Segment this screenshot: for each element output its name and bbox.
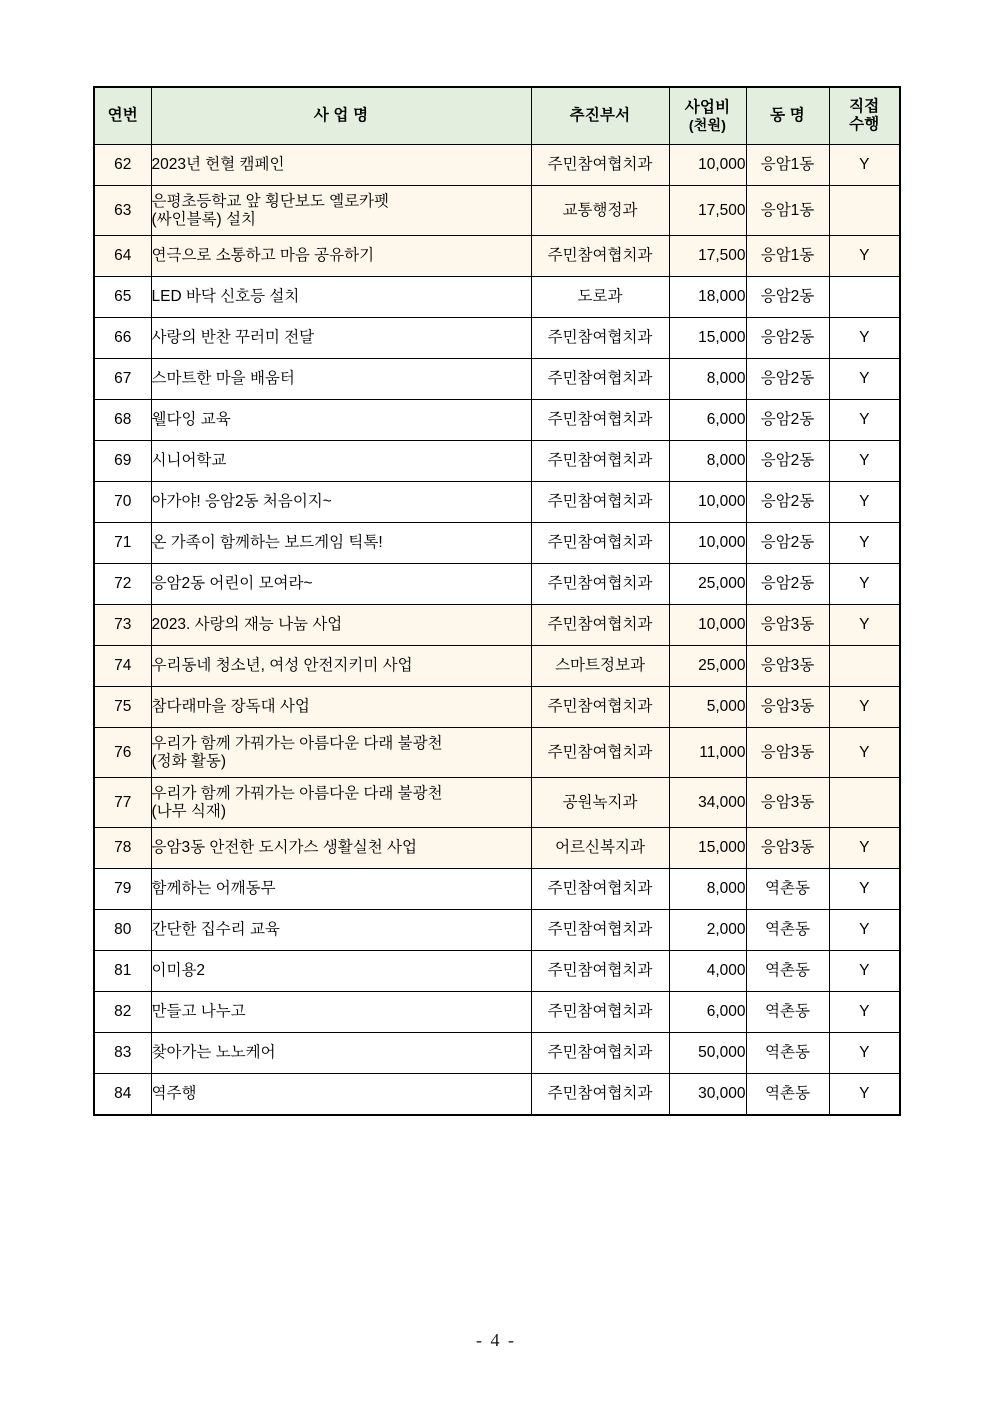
cell-direct-execution (829, 277, 900, 318)
project-name-line: 2023. 사랑의 재능 나눔 사업 (151, 616, 343, 634)
cell-direct-execution: Y (829, 145, 900, 186)
cell-department: 주민참여협치과 (531, 145, 669, 186)
table-row (94, 778, 900, 828)
table-row (94, 687, 900, 728)
cell-direct-execution: Y (829, 605, 900, 646)
cell-direct-execution (829, 186, 900, 236)
table-row (94, 1033, 900, 1074)
cell-project-name (151, 646, 531, 687)
budget-table-container (93, 86, 899, 1116)
table-row (94, 910, 900, 951)
cell-department: 주민참여협치과 (531, 605, 669, 646)
cell-direct-execution: Y (829, 1033, 900, 1074)
project-name-line: (싸인블록) 설치 (151, 210, 256, 228)
cell-no: 76 (94, 728, 151, 778)
cell-direct-execution: Y (829, 564, 900, 605)
project-name-line: 역주행 (151, 1084, 197, 1102)
cell-dong: 응암2동 (746, 482, 829, 523)
cell-cost: 10,000 (669, 482, 746, 523)
cell-direct-execution: Y (829, 910, 900, 951)
cell-no: 67 (94, 359, 151, 400)
column-header-direct-line2: 수행 (849, 116, 880, 133)
cell-project-name (151, 564, 531, 605)
cell-no: 83 (94, 1033, 151, 1074)
project-name-line: 은평초등학교 앞 횡단보도 옐로카펫 (151, 192, 390, 210)
project-name-line: 아가야! 응암2동 처음이지~ (151, 493, 332, 511)
table-row (94, 605, 900, 646)
cell-department: 주민참여협치과 (531, 359, 669, 400)
project-name-line: 우리가 함께 가꿔가는 아름다운 다래 불광천 (151, 784, 443, 802)
cell-department: 공원녹지과 (531, 778, 669, 828)
cell-no: 75 (94, 687, 151, 728)
project-name-line: LED 바닥 신호등 설치 (151, 288, 300, 306)
cell-project-name (151, 318, 531, 359)
cell-no: 66 (94, 318, 151, 359)
table-row (94, 186, 900, 236)
cell-project-name (151, 778, 531, 828)
cell-project-name (151, 869, 531, 910)
cell-direct-execution: Y (829, 400, 900, 441)
cell-dong: 응암3동 (746, 828, 829, 869)
cell-direct-execution: Y (829, 359, 900, 400)
cell-project-name (151, 951, 531, 992)
cell-no: 77 (94, 778, 151, 828)
cell-no: 64 (94, 236, 151, 277)
table-row (94, 482, 900, 523)
cell-dong: 응암3동 (746, 605, 829, 646)
project-name-line: 웰다잉 교육 (151, 411, 231, 429)
cell-dong: 응암2동 (746, 523, 829, 564)
project-name-line: 스마트한 마을 배움터 (151, 370, 295, 388)
cell-dong: 역촌동 (746, 869, 829, 910)
cell-department: 주민참여협치과 (531, 523, 669, 564)
cell-cost: 8,000 (669, 359, 746, 400)
cell-project-name (151, 236, 531, 277)
column-header-direct-execution (829, 87, 900, 145)
budget-table (93, 86, 901, 1116)
cell-cost: 2,000 (669, 910, 746, 951)
table-row (94, 992, 900, 1033)
cell-dong: 역촌동 (746, 951, 829, 992)
cell-no: 62 (94, 145, 151, 186)
project-name-line: 연극으로 소통하고 마음 공유하기 (151, 247, 375, 265)
cell-cost: 17,500 (669, 186, 746, 236)
cell-direct-execution: Y (829, 828, 900, 869)
table-row (94, 400, 900, 441)
project-name-line: 사랑의 반찬 꾸러미 전달 (151, 329, 315, 347)
cell-direct-execution: Y (829, 728, 900, 778)
project-name-line: 간단한 집수리 교육 (151, 921, 280, 939)
cell-dong: 응암3동 (746, 778, 829, 828)
table-row (94, 869, 900, 910)
cell-cost: 10,000 (669, 605, 746, 646)
cell-no: 80 (94, 910, 151, 951)
cell-department: 주민참여협치과 (531, 400, 669, 441)
cell-direct-execution: Y (829, 687, 900, 728)
header-row (94, 87, 900, 145)
column-header-direct-line1: 직접 (849, 98, 880, 116)
cell-project-name (151, 1074, 531, 1115)
cell-cost: 25,000 (669, 564, 746, 605)
cell-no: 68 (94, 400, 151, 441)
cell-project-name (151, 482, 531, 523)
column-header-department: 추진부서 (531, 87, 669, 145)
cell-direct-execution: Y (829, 236, 900, 277)
cell-project-name (151, 441, 531, 482)
cell-direct-execution: Y (829, 869, 900, 910)
column-header-cost (669, 87, 746, 145)
cell-cost: 15,000 (669, 828, 746, 869)
column-header-cost-unit: (천원) (688, 116, 727, 133)
cell-project-name (151, 1033, 531, 1074)
cell-department: 어르신복지과 (531, 828, 669, 869)
cell-project-name (151, 145, 531, 186)
cell-department: 주민참여협치과 (531, 869, 669, 910)
table-body (94, 145, 900, 1115)
project-name-line: 우리동네 청소년, 여성 안전지키미 사업 (151, 657, 413, 675)
cell-no: 65 (94, 277, 151, 318)
cell-cost: 50,000 (669, 1033, 746, 1074)
cell-department: 스마트정보과 (531, 646, 669, 687)
cell-dong: 역촌동 (746, 910, 829, 951)
cell-dong: 역촌동 (746, 1033, 829, 1074)
table-row (94, 277, 900, 318)
table-row (94, 951, 900, 992)
cell-direct-execution: Y (829, 1074, 900, 1115)
cell-project-name (151, 992, 531, 1033)
cell-project-name (151, 186, 531, 236)
column-header-project-name: 사 업 명 (151, 87, 531, 145)
project-name-line: 이미용2 (151, 962, 206, 980)
cell-dong: 응암2동 (746, 277, 829, 318)
project-name-line: (정화 활동) (151, 752, 227, 770)
cell-department: 주민참여협치과 (531, 441, 669, 482)
column-header-cost-main: 사업비 (684, 99, 731, 117)
cell-project-name (151, 277, 531, 318)
cell-project-name (151, 910, 531, 951)
cell-dong: 응암1동 (746, 145, 829, 186)
table-header (94, 87, 900, 145)
cell-cost: 4,000 (669, 951, 746, 992)
cell-department: 주민참여협치과 (531, 1074, 669, 1115)
project-name-line: 만들고 나누고 (151, 1003, 246, 1021)
column-header-no: 연번 (94, 87, 151, 145)
cell-dong: 응암2동 (746, 441, 829, 482)
cell-department: 주민참여협치과 (531, 482, 669, 523)
cell-cost: 25,000 (669, 646, 746, 687)
cell-dong: 응암3동 (746, 687, 829, 728)
cell-project-name (151, 687, 531, 728)
cell-cost: 10,000 (669, 523, 746, 564)
project-name-line: 응암2동 어린이 모여라~ (151, 575, 313, 593)
cell-no: 82 (94, 992, 151, 1033)
cell-direct-execution: Y (829, 482, 900, 523)
cell-direct-execution: Y (829, 441, 900, 482)
cell-direct-execution (829, 778, 900, 828)
project-name-line: 응암3동 안전한 도시가스 생활실천 사업 (151, 839, 417, 857)
cell-project-name (151, 605, 531, 646)
cell-direct-execution: Y (829, 951, 900, 992)
table-row (94, 828, 900, 869)
project-name-line: 찾아가는 노노케어 (151, 1044, 276, 1062)
cell-no: 69 (94, 441, 151, 482)
cell-cost: 11,000 (669, 728, 746, 778)
table-row (94, 728, 900, 778)
project-name-line: 온 가족이 함께하는 보드게임 틱톡! (151, 534, 383, 552)
cell-dong: 응암2동 (746, 318, 829, 359)
cell-department: 주민참여협치과 (531, 564, 669, 605)
cell-no: 73 (94, 605, 151, 646)
cell-no: 74 (94, 646, 151, 687)
cell-dong: 응암2동 (746, 400, 829, 441)
cell-cost: 6,000 (669, 992, 746, 1033)
cell-cost: 15,000 (669, 318, 746, 359)
cell-no: 78 (94, 828, 151, 869)
project-name-line: 참다래마을 장독대 사업 (151, 698, 310, 716)
cell-department: 주민참여협치과 (531, 687, 669, 728)
cell-department: 교통행정과 (531, 186, 669, 236)
project-name-line: 2023년 헌혈 캠페인 (151, 156, 285, 174)
cell-no: 70 (94, 482, 151, 523)
project-name-line: (나무 식재) (151, 802, 227, 820)
cell-project-name (151, 359, 531, 400)
cell-cost: 8,000 (669, 441, 746, 482)
project-name-line: 우리가 함께 가꿔가는 아름다운 다래 불광천 (151, 734, 443, 752)
cell-cost: 5,000 (669, 687, 746, 728)
cell-cost: 6,000 (669, 400, 746, 441)
cell-dong: 응암2동 (746, 564, 829, 605)
table-row (94, 145, 900, 186)
cell-cost: 17,500 (669, 236, 746, 277)
cell-no: 63 (94, 186, 151, 236)
table-row (94, 1074, 900, 1115)
cell-no: 84 (94, 1074, 151, 1115)
cell-cost: 8,000 (669, 869, 746, 910)
table-row (94, 441, 900, 482)
cell-department: 주민참여협치과 (531, 1033, 669, 1074)
page-number-footer: - 4 - (476, 1330, 516, 1350)
project-name-line: 함께하는 어깨동무 (151, 880, 276, 898)
cell-project-name (151, 523, 531, 564)
cell-department: 주민참여협치과 (531, 951, 669, 992)
column-header-dong: 동 명 (746, 87, 829, 145)
cell-dong: 응암3동 (746, 646, 829, 687)
table-row (94, 318, 900, 359)
cell-direct-execution: Y (829, 992, 900, 1033)
table-row (94, 359, 900, 400)
cell-direct-execution (829, 646, 900, 687)
cell-dong: 응암1동 (746, 186, 829, 236)
cell-direct-execution: Y (829, 318, 900, 359)
table-row (94, 564, 900, 605)
cell-no: 72 (94, 564, 151, 605)
cell-department: 주민참여협치과 (531, 728, 669, 778)
cell-dong: 역촌동 (746, 992, 829, 1033)
cell-cost: 18,000 (669, 277, 746, 318)
cell-department: 주민참여협치과 (531, 992, 669, 1033)
cell-dong: 역촌동 (746, 1074, 829, 1115)
cell-dong: 응암3동 (746, 728, 829, 778)
cell-no: 71 (94, 523, 151, 564)
table-row (94, 236, 900, 277)
cell-cost: 30,000 (669, 1074, 746, 1115)
project-name-line: 시니어학교 (151, 452, 227, 470)
cell-no: 79 (94, 869, 151, 910)
cell-no: 81 (94, 951, 151, 992)
cell-project-name (151, 728, 531, 778)
cell-dong: 응암1동 (746, 236, 829, 277)
cell-cost: 34,000 (669, 778, 746, 828)
cell-cost: 10,000 (669, 145, 746, 186)
cell-project-name (151, 400, 531, 441)
cell-department: 주민참여협치과 (531, 910, 669, 951)
table-row (94, 523, 900, 564)
cell-department: 주민참여협치과 (531, 236, 669, 277)
cell-department: 도로과 (531, 277, 669, 318)
table-row (94, 646, 900, 687)
cell-project-name (151, 828, 531, 869)
cell-dong: 응암2동 (746, 359, 829, 400)
cell-department: 주민참여협치과 (531, 318, 669, 359)
cell-direct-execution: Y (829, 523, 900, 564)
